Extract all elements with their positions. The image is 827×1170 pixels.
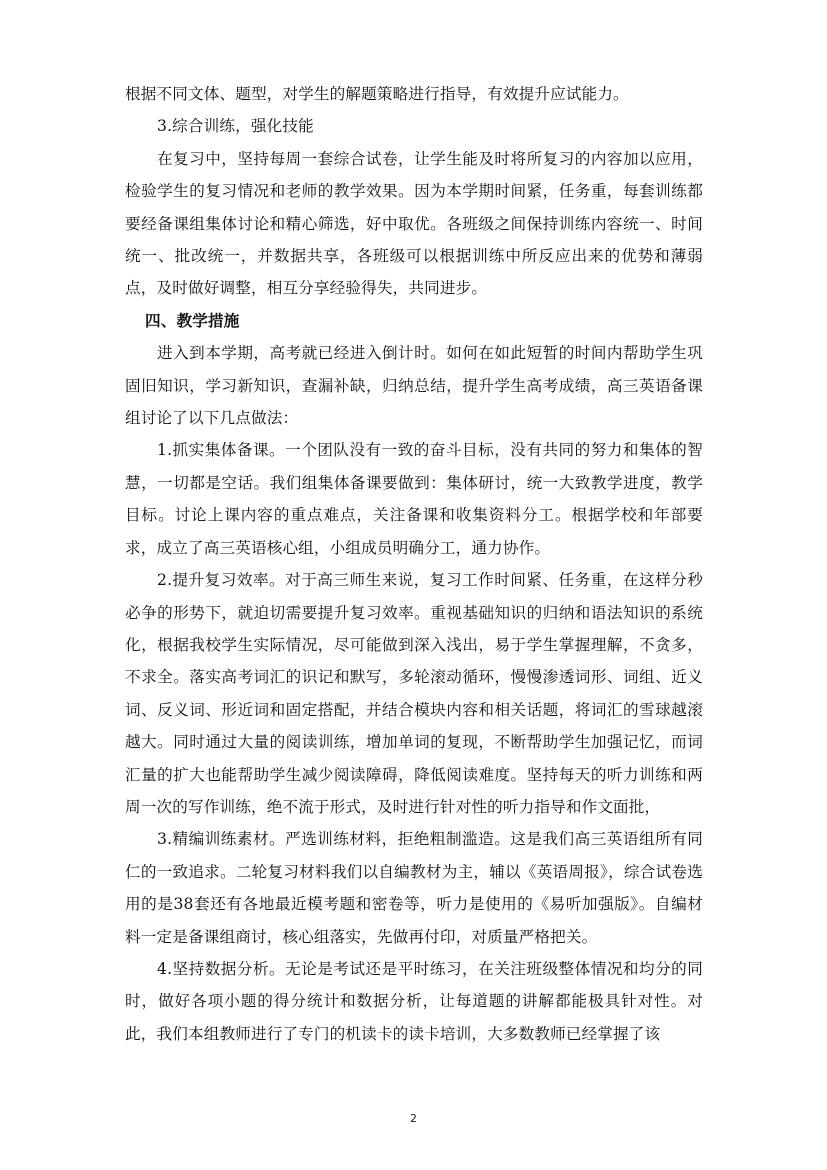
paragraph-training-materials: 3.精编训练素材。严选训练材料，拒绝粗制滥造。这是我们高三英语组所有同仁的一致追求。二轮复习材料我们以自编教材为主，辅以《英语周报》，综合试卷选用的是38套还有各地最近模考题和密卷等，听力是使用的《易听加强版》。自编材料一定是备课组商讨，核心组落实，先做再付印，对质量严格把关。 [125,830,703,946]
paragraph-introduction: 进入到本学期，高考就已经进入倒计时。如何在如此短暂的时间内帮助学生巩固旧知识，学习新知识，查漏补缺，归纳总结，提升学生高考成绩，高三英语备课组讨论了以下几点做法： [125,344,703,428]
page-number: 2 [410,1112,417,1125]
document-body [125,78,703,1050]
paragraph-data-analysis: 4.坚持数据分析。无论是考试还是平时练习，在关注班级整体情况和均分的同时，做好各项小题的得分统计和数据分析，让每道题的讲解都能极具针对性。对此，我们本组教师进行了专门的机读卡的读卡培训，大多数教师已经掌握了该 [125,959,703,1043]
paragraph-review-efficiency: 2.提升复习效率。对于高三师生来说，复习工作时间紧、任务重，在这样分秒必争的形势下，就迫切需要提升复习效率。重视基础知识的归纳和语法知识的系统化，根据我校学生实际情况，尽可能做到深入浅出，易于学生掌握理解，不贪多，不求全。落实高考词汇的识记和默写，多轮滚动循环，慢慢渗透词形、词组、近义词、反义词、形近词和固定搭配，并结合模块内容和相关话题，将词汇的雪球越滚越大。同时通过大量的阅读训练，增加单词的复现，不断帮助学生加强记忆，而词汇量的扩大也能帮助学生减少阅读障碍，降低阅读难度。坚持每天的听力训练和两周一次的写作训练，绝不流于形式，及时进行针对性的听力指导和作文面批， [125,571,703,816]
section-heading-teaching-measures: 四、教学措施 [145,310,240,330]
subheading-comprehensive-training: 3.综合训练，强化技能 [157,117,314,136]
paragraph-continuation: 根据不同文体、题型，对学生的解题策略进行指导，有效提升应试能力。 [125,85,629,103]
paragraph-collective-lesson-prep: 1.抓实集体备课。一个团队没有一致的奋斗目标，没有共同的努力和集体的智慧，一切都是空话。我们组集体备课要做到：集体研讨，统一大致教学进度，教学目标。讨论上课内容的重点难点，关注备课和收集资料分工。根据学校和年部要求，成立了高三英语核心组，小组成员明确分工，通力协作。 [125,441,703,557]
paragraph-weekly-tests: 在复习中，坚持每周一套综合试卷，让学生能及时将所复习的内容加以应用，检验学生的复习情况和老师的教学效果。因为本学期时间紧，任务重，每套训练都要经备课组集体讨论和精心筛选，好中取优。各班级之间保持训练内容统一、时间统一、批改统一，并数据共享，各班级可以根据训练中所反应出来的优势和薄弱点，及时做好调整，相互分享经验得失，共同进步。 [125,149,703,298]
